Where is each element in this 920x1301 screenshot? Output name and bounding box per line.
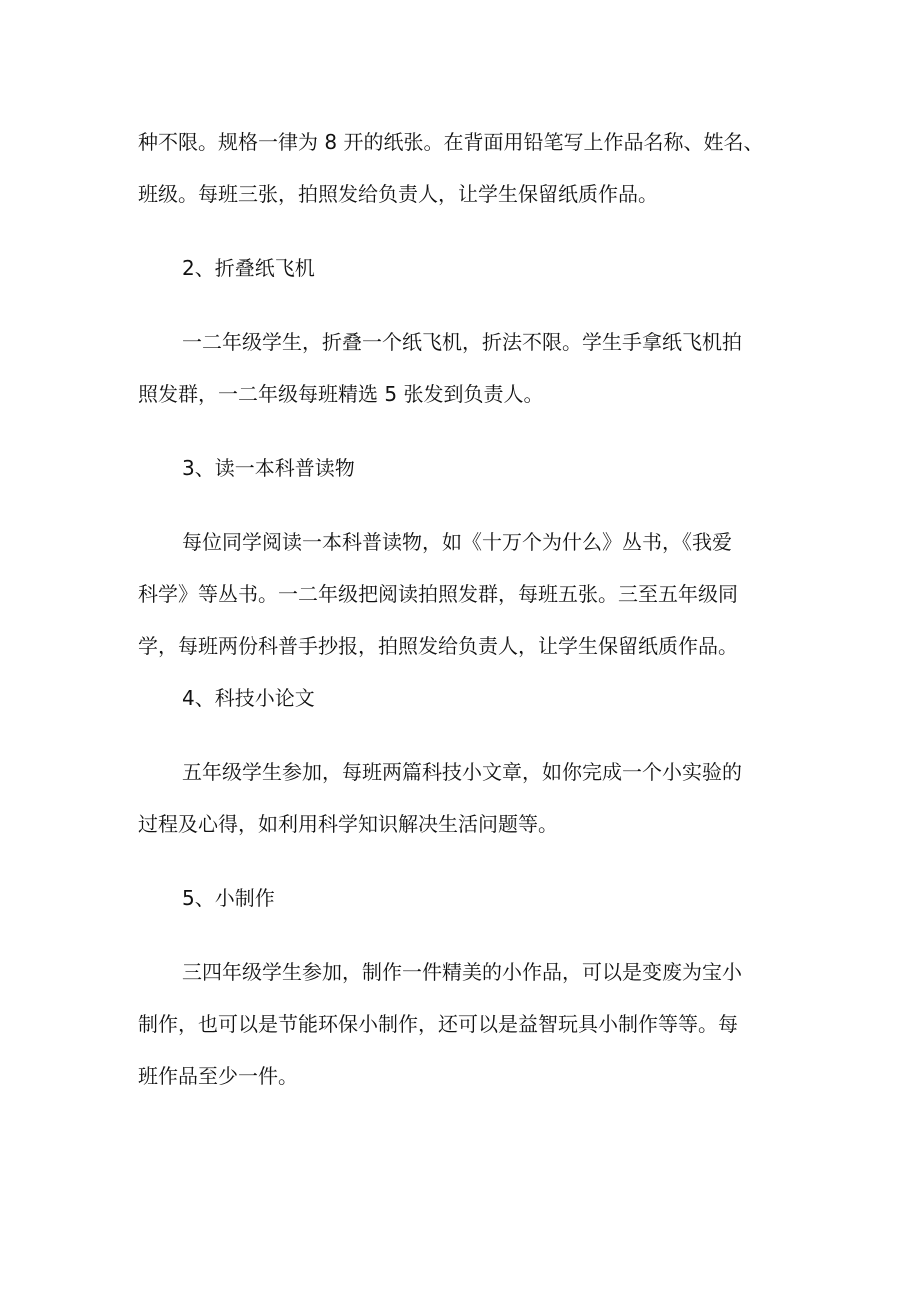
spacer — [138, 494, 798, 516]
section-heading-2: 2、折叠纸飞机 — [182, 256, 315, 280]
section-3-line-2: 科学》等丛书。一二年级把阅读拍照发群，每班五张。三至五年级同 — [138, 582, 738, 606]
spacer — [138, 850, 798, 872]
section-2-line-1: 一二年级学生，折叠一个纸飞机，折法不限。学生手拿纸飞机拍 — [182, 330, 742, 354]
intro-line-2: 班级。每班三张，拍照发给负责人，让学生保留纸质作品。 — [138, 182, 658, 206]
section-4-line-1: 五年级学生参加，每班两篇科技小文章，如你完成一个小实验的 — [182, 760, 742, 784]
intro-line-1: 种不限。规格一律为 8 开的纸张。在背面用铅笔写上作品名称、姓名、 — [138, 130, 764, 154]
section-heading-4: 4、科技小论文 — [182, 686, 315, 710]
section-2-line-2: 照发群，一二年级每班精选 5 张发到负责人。 — [138, 382, 544, 406]
section-5-line-2: 制作，也可以是节能环保小制作，还可以是益智玩具小制作等等。每 — [138, 1012, 738, 1036]
section-3-line-3: 学，每班两份科普手抄报，拍照发给负责人，让学生保留纸质作品。 — [138, 634, 738, 658]
section-3-line-1: 每位同学阅读一本科普读物，如《十万个为什么》丛书，《我爱 — [182, 530, 732, 554]
section-heading-3: 3、读一本科普读物 — [182, 456, 355, 480]
document-body — [138, 116, 798, 1102]
spacer — [138, 294, 798, 316]
spacer — [138, 420, 798, 442]
section-5-line-1: 三四年级学生参加，制作一件精美的小作品，可以是变废为宝小 — [182, 960, 742, 984]
section-heading-5: 5、小制作 — [182, 886, 275, 910]
section-5-line-3: 班作品至少一件。 — [138, 1064, 298, 1088]
section-4-line-2: 过程及心得，如利用科学知识解决生活问题等。 — [138, 812, 558, 836]
spacer — [138, 924, 798, 946]
spacer — [138, 724, 798, 746]
spacer — [138, 220, 798, 242]
